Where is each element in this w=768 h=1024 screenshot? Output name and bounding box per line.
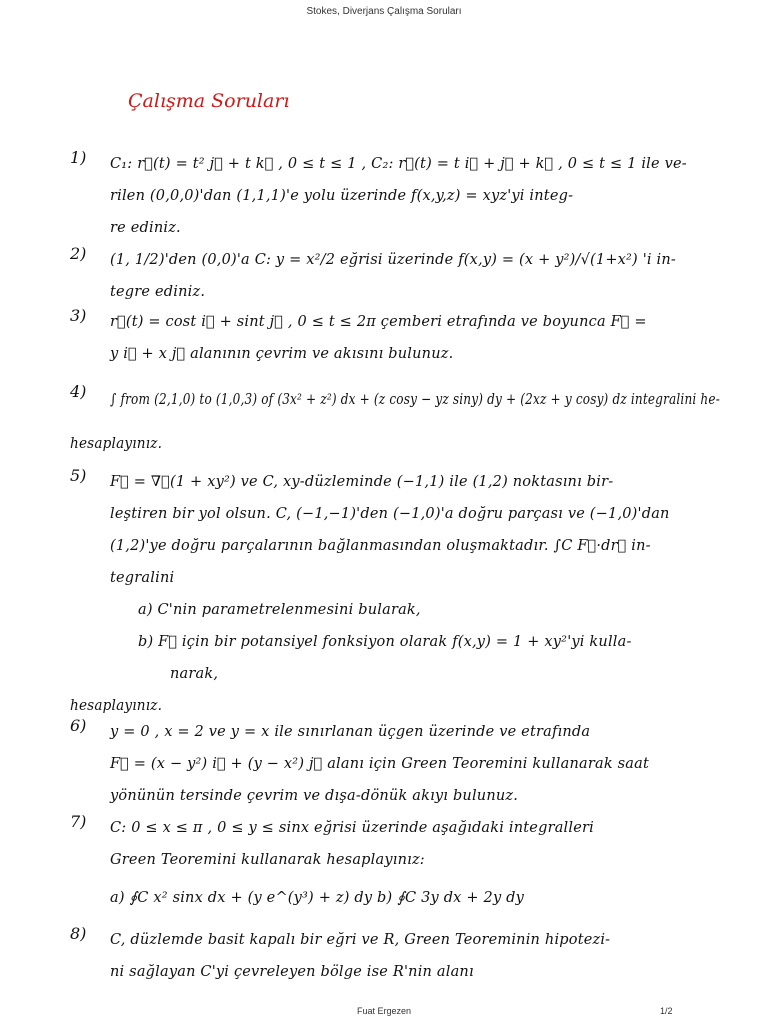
problem-subitem-b-cont: narak, — [170, 666, 219, 682]
problem-subitem-b: b) F⃗ için bir potansiyel fonksiyon olarak f(x,y) = 1 + xy²'yi kulla- — [138, 634, 632, 650]
footer-author: Fuat Ergezen — [356, 1006, 412, 1016]
problem-number: 2) — [70, 244, 87, 263]
problem-body — [110, 716, 720, 812]
problem-line: (1, 1/2)'den (0,0)'a C: y = x²/2 eğrisi üzerinde f(x,y) = (x + y²)/√(1+x²) 'i in- — [110, 252, 677, 268]
problem-line: ni sağlayan C'yi çevreleyen bölge ise R'nin alanı — [110, 964, 474, 980]
problem-subitems-ab: a) ∮C x² sinx dx + (y e^(y³) + z) dy b) ∮C 3y dx + 2y dy — [110, 890, 525, 906]
problem-number: 8) — [70, 924, 87, 943]
problem-line: Green Teoremini kullanarak hesaplayınız: — [110, 852, 425, 868]
problem-body — [70, 382, 720, 462]
problem-line: rilen (0,0,0)'dan (1,1,1)'e yolu üzerinde f(x,y,z) = xyz'yi integ- — [110, 188, 574, 204]
problem-line: F⃗ = ∇⃗(1 + xy²) ve C, xy-düzleminde (−1,1) ile (1,2) noktasını bir- — [110, 474, 614, 490]
problem-line: (1,2)'ye doğru parçalarının bağlanmasından oluşmaktadır. ∫C F⃗·dr⃗ in- — [110, 538, 651, 554]
problem-number: 7) — [70, 812, 87, 831]
problem-line: C, düzlemde basit kapalı bir eğri ve R, Green Teoreminin hipotezi- — [110, 932, 611, 948]
problem-subitem-a: a) C'nin parametrelenmesini bularak, — [138, 602, 421, 618]
problem-line: y i⃗ + x j⃗ alanının çevrim ve akısını bulunuz. — [110, 346, 454, 362]
problem-line: r⃗(t) = cost i⃗ + sint j⃗ , 0 ≤ t ≤ 2π çemberi etrafında ve boyunca F⃗ = — [110, 314, 647, 330]
problem-line: C: 0 ≤ x ≤ π , 0 ≤ y ≤ sinx eğrisi üzerinde aşağıdaki integralleri — [110, 820, 594, 836]
problem-number: 4) — [70, 382, 87, 401]
problem-line: tegre ediniz. — [110, 284, 206, 300]
problem-line: yönünün tersinde çevrim ve dışa-dönük akıyı bulunuz. — [110, 788, 519, 804]
problem-line: C₁: r⃗(t) = t² j⃗ + t k⃗ , 0 ≤ t ≤ 1 , C₂: r⃗(t) = t i⃗ + j⃗ + k⃗ , 0 ≤ t ≤ 1 ile ve- — [110, 156, 687, 172]
page-header: Stokes, Diverjans Çalışma Soruları — [306, 6, 462, 17]
problem-closing: hesaplayınız. — [70, 698, 163, 714]
problem-number: 3) — [70, 306, 87, 325]
problem-number: 6) — [70, 716, 87, 735]
problem-body — [110, 306, 720, 370]
problem-number: 5) — [70, 466, 87, 485]
problem-body — [110, 148, 720, 244]
page-number: 1/2 — [660, 1006, 673, 1016]
problem-line: y = 0 , x = 2 ve y = x ile sınırlanan üçgen üzerinde ve etrafında — [110, 724, 591, 740]
problem-body — [110, 924, 720, 988]
problem-number: 1) — [70, 148, 87, 167]
problem-line: tegralini — [110, 570, 175, 586]
problem-line: hesaplayınız. — [70, 436, 163, 452]
problem-line: leştiren bir yol olsun. C, (−1,−1)'den (−1,0)'a doğru parçası ve (−1,0)'dan — [110, 506, 670, 522]
problem-body — [110, 812, 720, 914]
problem-body — [70, 466, 720, 722]
problem-line: re ediniz. — [110, 220, 181, 236]
problem-body — [110, 244, 720, 308]
problem-line: F⃗ = (x − y²) i⃗ + (y − x²) j⃗ alanı için Green Teoremini kullanarak saat — [110, 756, 649, 772]
problem-line: ∫ from (2,1,0) to (1,0,3) of (3x² + z²) dx + (z cosy − yz siny) dy + (2xz + y cosy) dz integralini he- — [110, 392, 720, 408]
page-title: Çalışma Soruları — [128, 90, 290, 112]
